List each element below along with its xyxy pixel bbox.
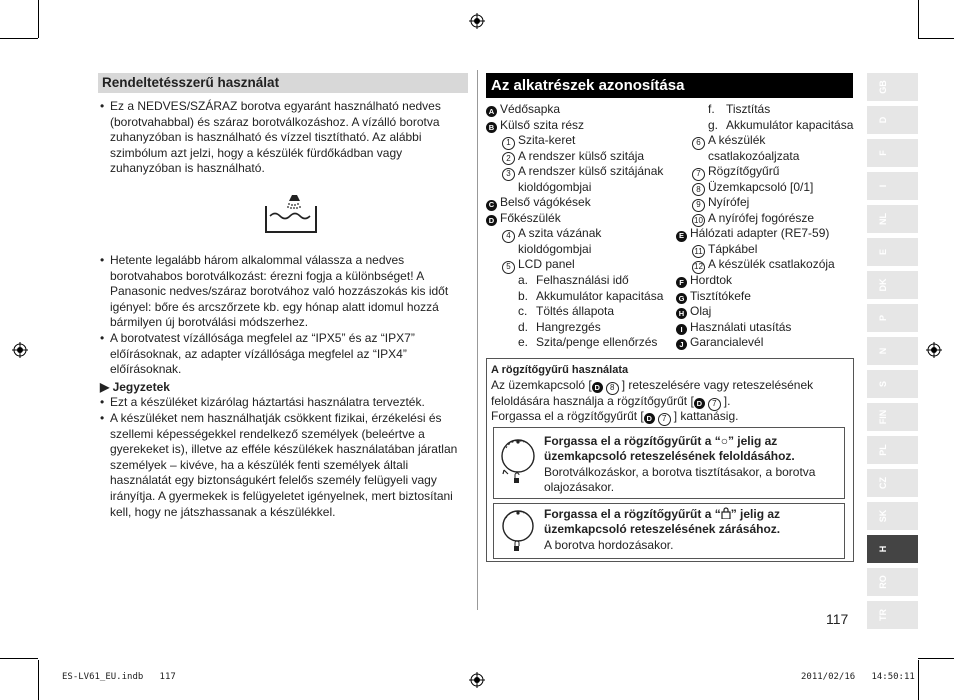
part-label: Szita/penge ellenőrzés <box>536 335 658 350</box>
part-item <box>486 242 676 258</box>
language-tab-nl: NL <box>867 205 918 233</box>
bath-shower-icon <box>264 192 318 234</box>
language-tab-n: N <box>867 337 918 365</box>
part-item <box>676 118 856 134</box>
crop-mark <box>918 658 954 659</box>
part-label: kioldógombjai <box>518 179 592 194</box>
language-tab-fin: FIN <box>867 403 918 431</box>
part-label: Felhasználási idő <box>536 273 629 288</box>
number-badge: 12 <box>692 261 705 274</box>
number-badge: 2 <box>502 152 515 165</box>
number-badge: 10 <box>692 214 705 227</box>
marker-badge: D <box>486 215 497 226</box>
part-item <box>486 133 676 149</box>
part-label: Rögzítőgyűrű <box>708 164 780 179</box>
sub-letter: b. <box>518 288 529 303</box>
marker-badge: I <box>676 324 687 335</box>
marker-badge: J <box>676 339 687 350</box>
part-label: Hangrezgés <box>536 319 601 334</box>
part-item <box>486 289 676 305</box>
language-tab-sk: SK <box>867 502 918 530</box>
part-label: Főkészülék <box>500 210 561 225</box>
part-label: Akkumulátor kapacitása <box>536 288 664 303</box>
number-badge: 3 <box>502 168 515 181</box>
part-label: A készülék csatlakozója <box>708 257 835 272</box>
part-item <box>676 133 856 149</box>
sub-letter: a. <box>518 273 529 288</box>
part-item <box>676 304 856 320</box>
language-tab-dk: DK <box>867 271 918 299</box>
page-number: 117 <box>826 611 849 627</box>
marker-badge: D <box>644 413 655 424</box>
lock-ring-box: A rögzítőgyűrű használata Az üzemkapcsoló [ D 8 ] reteszelésére vagy reteszelésének feloldására használja a rögzítőgyűrűt [ D 7 ]. Forgassa el a rögzítőgyűrűt [ D 7 ] kattanásig. Forgassa el a rögzítőgyűrűt a “○” jelig az üzemkapcsoló reteszelésének feloldásához. Borotválkozáskor, a borotva tisztításakor, a borotva olajozásakor. Forgassa el a rögzítőgyűrűt a “ ” jelig az üzemkapcsoló reteszelésének zárásához. A borotva hordozásakor. <box>486 358 854 562</box>
part-item <box>486 320 676 336</box>
sub-letter: e. <box>518 335 529 350</box>
crop-mark <box>38 660 39 700</box>
part-item <box>676 226 856 242</box>
part-item <box>676 211 856 227</box>
section-heading: Rendeltetésszerű használat <box>98 73 468 93</box>
part-item <box>486 149 676 165</box>
part-label: Tápkábel <box>708 241 758 256</box>
part-item <box>676 195 856 211</box>
part-item <box>486 304 676 320</box>
marker-badge: E <box>676 231 687 242</box>
part-label: Szita-keret <box>518 133 576 148</box>
part-label: A készülék <box>708 133 766 148</box>
part-label: kioldógombjai <box>518 241 592 256</box>
part-label: Akkumulátor kapacitása <box>726 117 854 132</box>
registration-mark-icon <box>469 13 485 29</box>
arrow-icon: ▶ <box>100 379 113 394</box>
part-label: Üzemkapcsoló [0/1] <box>708 179 814 194</box>
marker-badge: D <box>694 398 705 409</box>
part-item <box>676 257 856 273</box>
number-badge: 7 <box>692 168 705 181</box>
marker-badge: F <box>676 277 687 288</box>
registration-mark-icon <box>469 672 485 688</box>
crop-mark <box>918 38 954 39</box>
part-label: A rendszer külső szitája <box>518 148 645 163</box>
number-badge: 9 <box>692 199 705 212</box>
number-badge: 8 <box>606 382 619 395</box>
unlock-ring-icon <box>498 434 536 490</box>
part-item <box>676 242 856 258</box>
sub-letter: c. <box>518 304 528 319</box>
sub-letter: d. <box>518 319 529 334</box>
number-badge: 8 <box>692 183 705 196</box>
part-label: LCD panel <box>518 257 575 272</box>
language-tab-s: S <box>867 370 918 398</box>
language-tab-tr: TR <box>867 601 918 629</box>
lock-title: A rögzítőgyűrű használata <box>491 364 629 376</box>
number-badge: 6 <box>692 137 705 150</box>
part-label: Használati utasítás <box>690 319 792 334</box>
part-label: Tisztítókefe <box>690 288 751 303</box>
part-label: A rendszer külső szitájának <box>518 164 664 179</box>
language-tab-d: D <box>867 106 918 134</box>
parts-list-col2 <box>676 102 856 351</box>
part-label: Hordtok <box>690 273 733 288</box>
part-label: Töltés állapota <box>536 304 615 319</box>
part-item <box>676 273 856 289</box>
lock-ring-icon <box>498 506 536 556</box>
crop-mark <box>38 0 39 38</box>
part-label: Olaj <box>690 304 712 319</box>
part-item <box>486 335 676 351</box>
part-label: A nyírófej fogórésze <box>708 210 815 225</box>
crop-mark <box>0 658 38 659</box>
number-badge: 4 <box>502 230 515 243</box>
crop-mark <box>918 0 919 38</box>
notes-label: Jegyzetek <box>112 379 170 394</box>
part-label: csatlakozóaljzata <box>708 148 800 163</box>
language-tab-f: F <box>867 139 918 167</box>
lock-instruction-box: Forgassa el a rögzítőgyűrűt a “ ” jelig az üzemkapcsoló reteszelésének zárásához. A borotva hordozásakor. <box>493 503 845 559</box>
number-badge: 11 <box>692 245 705 258</box>
part-label: A szita vázának <box>518 226 602 241</box>
part-item <box>486 118 676 134</box>
language-tab-ro: RO <box>867 568 918 596</box>
part-item <box>676 320 856 336</box>
language-tab-e: E <box>867 238 918 266</box>
crop-mark <box>0 38 38 39</box>
registration-mark-icon <box>926 342 942 358</box>
part-item <box>486 180 676 196</box>
unlock-instruction-box: Forgassa el a rögzítőgyűrűt a “○” jelig az üzemkapcsoló reteszelésének feloldásához. Borotválkozáskor, a borotva tisztításakor, a borotva olajozásakor. <box>493 427 845 499</box>
part-item <box>676 149 856 165</box>
part-label: Külső szita rész <box>500 117 585 132</box>
language-tab-i: I <box>867 172 918 200</box>
part-item <box>676 164 856 180</box>
parts-heading: Az alkatrészek azonosítása <box>486 73 853 98</box>
part-label: Tisztítás <box>726 102 771 116</box>
part-item <box>486 195 676 211</box>
column-divider <box>477 70 478 610</box>
part-item <box>676 335 856 351</box>
note-item: • Ezt a készüléket kizárólag háztartási használatra tervezték. <box>100 395 462 411</box>
part-item <box>486 257 676 273</box>
language-tab-h: H <box>867 535 918 563</box>
part-item <box>486 273 676 289</box>
sub-letter: f. <box>708 102 715 116</box>
part-item <box>486 102 676 118</box>
footer-file: ES-LV61_EU.indb 117 <box>62 672 176 682</box>
note-item: • A készüléket nem használhatják csökkent fizikai, érzékelési és szellemi képességekkel rendelkező személyek (beleértve a gyerekeket is), illetve az efféle készülékek használatában járatlan személyek – kivéve, ha a készülék fenti személyek általi használatát egy biztonságukért felelős személy felügyeli vagy irányítja. A gyermekek is felügyeletet igényelnek, mert biztosítani kell, hogy ne játszhassanak a készülékkel. <box>100 411 462 520</box>
language-tab-p: P <box>867 304 918 332</box>
part-item <box>676 180 856 196</box>
sub-letter: g. <box>708 117 719 132</box>
intro-bullet: • Ez a NEDVES/SZÁRAZ borotva egyaránt használható nedves (borotvahabbal) és száraz borotválkozáshoz. A vízálló borotva zuhanyzóban is használható és vízzel tisztítható. Az alábbi szimbólum azt jelzi, hogy a készülék fürdőkádban vagy zuhanyzóban is használható. <box>100 99 458 177</box>
marker-badge: A <box>486 106 497 117</box>
part-item <box>676 289 856 305</box>
language-tab-cz: CZ <box>867 469 918 497</box>
language-tab-gb: GB <box>867 73 918 101</box>
part-label: Védősapka <box>500 102 561 116</box>
crop-mark <box>918 660 919 700</box>
part-item <box>486 226 676 242</box>
unlock-circle-icon: ○ <box>720 434 728 448</box>
part-label: Nyírófej <box>708 195 750 210</box>
bullets-block: • Hetente legalább három alkalommal válassza a nedves borotvahabos borotválkozást: érezni fogja a különbséget! A Panasonic nedves/száraz borotvához való hozzászokás kis időt igényel: bőre és arcszőrzete kb. egy hónap alatt idomul hozzá bármilyen új borotválási módszerhez. • A borotvatest vízállósága megfelel az “IPX5” és az “IPX7” előírásoknak, az adapter vízállósága megfelel az “IPX4” előírásoknak. ▶ Jegyzetek • Ezt a készüléket kizárólag háztartási használatra tervezték. • A készüléket nem használhatják csökkent fizikai, érzékelési és szellemi képességekkel rendelkező személyek (beleértve a gyerekeket is), illetve az efféle készülékek használatában járatlan személyek – kivéve, ha a készülék fenti személyek általi használatát egy biztonságukért felelős személy felügyeli vagy irányítja. A gyermekek is felügyeletet igényelnek, mert biztosítani kell, hogy ne játszhassanak a készülékkel. <box>100 253 462 520</box>
marker-badge: H <box>676 308 687 319</box>
marker-badge: G <box>676 293 687 304</box>
number-badge: 7 <box>658 413 671 426</box>
parts-list-col1 <box>486 102 676 351</box>
part-item <box>486 211 676 227</box>
marker-badge: D <box>592 382 603 393</box>
marker-badge: C <box>486 200 497 211</box>
number-badge: 5 <box>502 261 515 274</box>
part-label: Belső vágókések <box>500 195 591 210</box>
language-tab-pl: PL <box>867 436 918 464</box>
number-badge: 7 <box>708 398 721 411</box>
marker-badge: B <box>486 122 497 133</box>
part-item <box>486 164 676 180</box>
part-item <box>676 102 856 118</box>
padlock-icon <box>721 507 731 519</box>
footer-datetime: 2011/02/16 14:50:11 <box>801 672 915 682</box>
registration-mark-icon <box>12 342 28 358</box>
part-label: Hálózati adapter (RE7-59) <box>690 226 830 241</box>
part-label: Garancialevél <box>690 335 764 350</box>
number-badge: 1 <box>502 137 515 150</box>
